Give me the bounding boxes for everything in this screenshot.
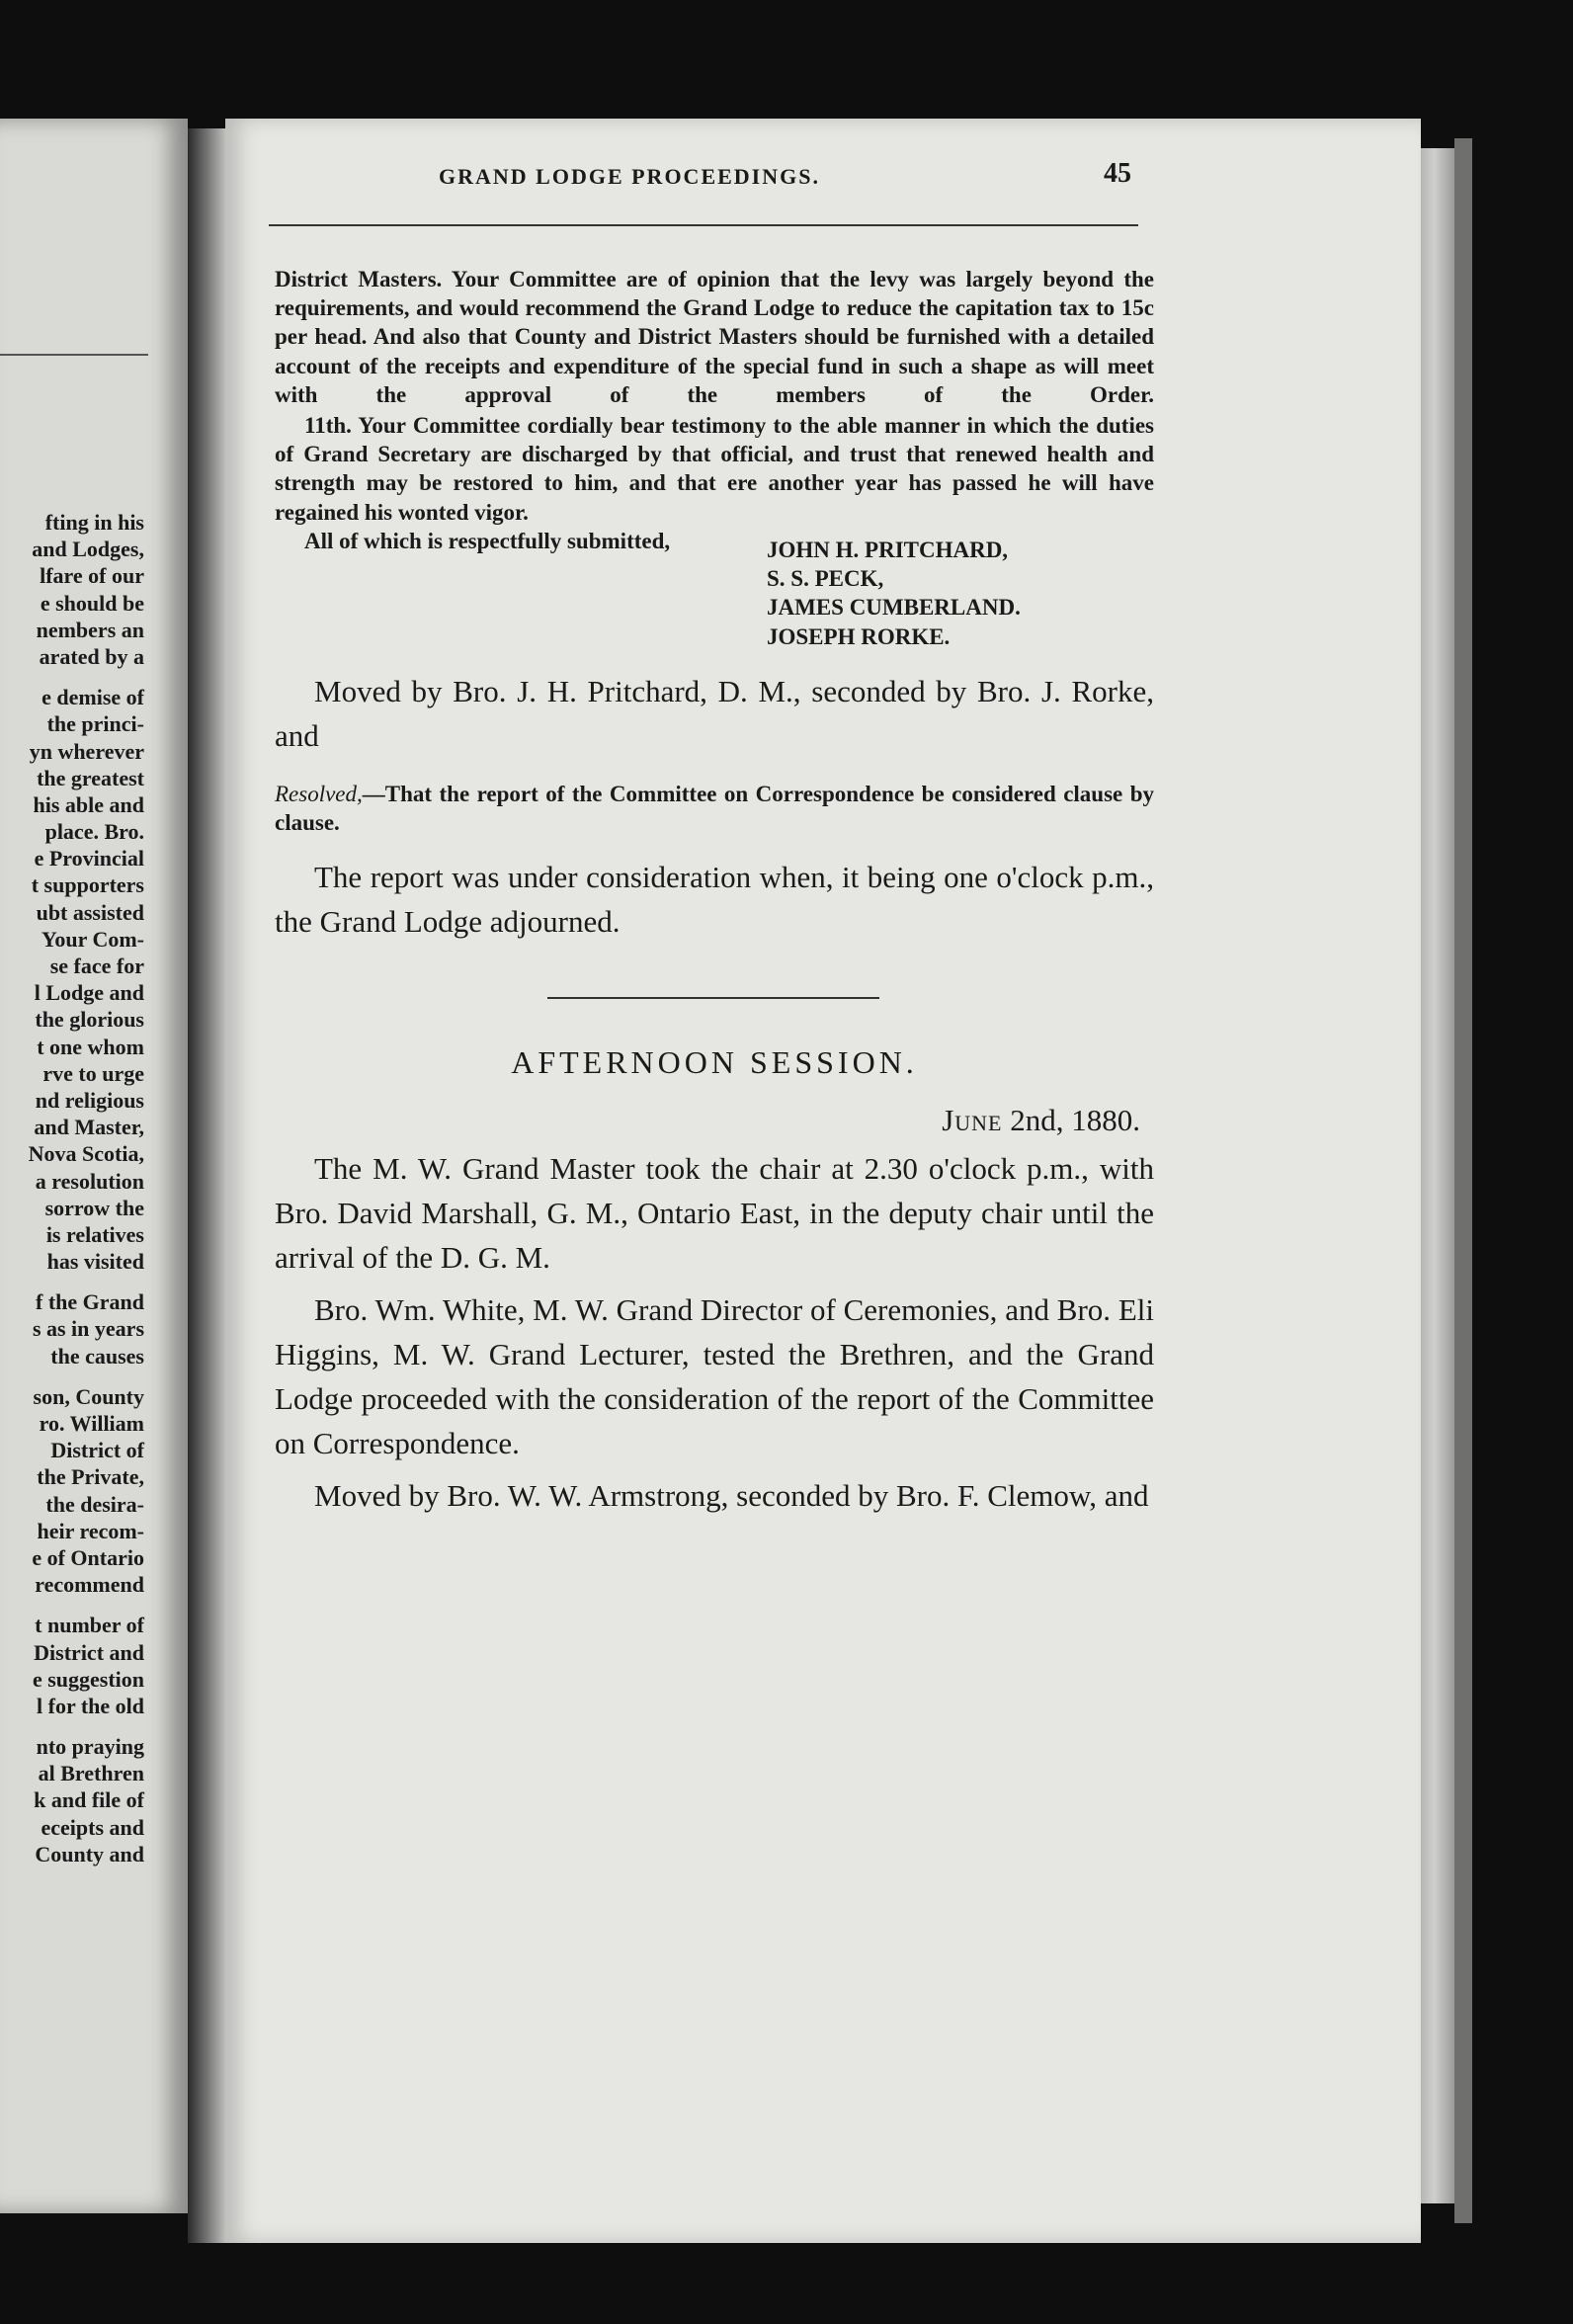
facing-page-line: the greatest [37, 765, 144, 790]
book-cover-edge [1454, 138, 1472, 2223]
session-date [275, 1103, 1140, 1138]
date-month: June [942, 1102, 1003, 1137]
facing-page-line: l Lodge and [34, 980, 144, 1006]
facing-page-line: rve to urge [42, 1060, 144, 1086]
facing-page-line: arated by a [39, 643, 144, 669]
report-paragraph-2: 11th. Your Committee cordially bear testimony to the able manner in which the duties of Grand Secretary are discharged by that official, and trust that renewed health and strength may be restored to him, and that ere another year has passed he will have regained his wonted vigor. [275, 413, 1154, 525]
facing-page-rule [0, 354, 148, 356]
facing-page-line: the Private, [37, 1464, 144, 1490]
facing-page-line: sorrow the [44, 1195, 144, 1220]
facing-page-line: e should be [40, 590, 144, 616]
afternoon-paragraph-1: The M. W. Grand Master took the chair at 2.30 o'clock p.m., with Bro. David Marshall, G. M., Ontario East, in the deputy chair until the arrival of the D. G. M. [275, 1150, 1154, 1275]
facing-page-line: ro. William [39, 1411, 144, 1436]
session-heading: AFTERNOON SESSION. [511, 1043, 918, 1080]
signatory: JOHN H. PRITCHARD, [767, 538, 1009, 563]
signatory: JOSEPH RORKE. [767, 623, 951, 649]
facing-page-line: ubt assisted [36, 899, 144, 925]
facing-page-line: a resolution [35, 1168, 144, 1194]
facing-page-line: his able and [33, 791, 144, 817]
facing-page-line: nembers an [36, 617, 144, 642]
facing-page-fragment [0, 119, 188, 2213]
facing-page-line: son, County [33, 1383, 144, 1409]
facing-page-line: t one whom [37, 1034, 144, 1059]
facing-page-line: the glorious [35, 1007, 144, 1033]
motion-paragraph: Moved by Bro. J. H. Pritchard, D. M., seconded by Bro. J. Rorke, and [275, 673, 1154, 753]
report-paragraph-1: District Masters. Your Committee are of opinion that the levy was largely beyond the requirements, and would recommend the Grand Lodge to reduce the capitation tax to 15c per head. And also that County and District Masters should be furnished with a detailed account of the receipts and expenditure of the special fund in such a shape as will meet with the approval of the members of the Order. [275, 267, 1154, 407]
facing-page-line: l for the old [37, 1693, 144, 1718]
running-title: GRAND LODGE PROCEEDINGS. [439, 164, 820, 189]
facing-page-line: County and [35, 1841, 144, 1867]
afternoon-paragraph-3: Moved by Bro. W. W. Armstrong, seconded by Bro. F. Clemow, and [314, 1477, 1149, 1513]
signatory: S. S. PECK, [767, 566, 884, 592]
page-content [275, 265, 1154, 1518]
facing-page-line: e of Ontario [32, 1544, 144, 1570]
report-closing: All of which is respectfully submitted, [304, 528, 671, 553]
header-rule [269, 224, 1138, 226]
facing-page-line: eceipts and [41, 1814, 144, 1840]
facing-page-line: al Brethren [38, 1761, 144, 1786]
facing-page-line: lfare of our [40, 563, 144, 589]
facing-page-line: f the Grand [36, 1289, 144, 1315]
facing-page-line: District of [50, 1438, 144, 1463]
facing-page-line: District and [34, 1639, 144, 1665]
page-edge [1421, 148, 1454, 2203]
facing-page-line: e suggestion [32, 1666, 144, 1692]
resolution [275, 780, 1154, 837]
facing-page-line: t supporters [31, 872, 144, 898]
facing-page-line: heir recom- [37, 1518, 144, 1543]
facing-page-line: and Lodges, [32, 537, 144, 562]
facing-page-line: and Master, [34, 1115, 144, 1140]
facing-page-line: nto praying [36, 1734, 144, 1760]
date-rest: 2nd, 1880. [1002, 1102, 1140, 1137]
facing-page-line [0, 1370, 144, 1383]
resolved-label: Resolved, [275, 781, 363, 806]
facing-page-line: e demise of [41, 685, 144, 710]
facing-page-line: yn wherever [29, 738, 144, 764]
facing-page-line [0, 1719, 144, 1733]
facing-page-line: place. Bro. [44, 819, 144, 845]
facing-page-line: is relatives [45, 1221, 144, 1247]
facing-page-line: fting in his [44, 510, 144, 535]
facing-page-line: the desira- [45, 1491, 144, 1517]
resolved-text: —That the report of the Committee on Correspondence be considered clause by clause. [275, 781, 1154, 835]
facing-page-line: t number of [35, 1613, 144, 1638]
facing-page-line: nd religious [35, 1087, 144, 1113]
facing-page-line: s as in years [32, 1316, 144, 1342]
section-divider [547, 997, 879, 999]
facing-page-line: the princi- [46, 711, 144, 737]
facing-page-line: has visited [46, 1249, 144, 1275]
facing-page-line: se face for [49, 954, 144, 978]
facing-page-line: recommend [35, 1572, 144, 1598]
facing-page-line [0, 1275, 144, 1288]
afternoon-paragraph-2: Bro. Wm. White, M. W. Grand Director of Ceremonies, and Bro. Eli Higgins, M. W. Grand Lecturer, tested the Brethren, and the Grand Lodge proceeded with the consideration of the report of the Committee on Correspondence. [275, 1291, 1154, 1460]
page-number: 45 [1104, 158, 1131, 189]
facing-page-line: Your Com- [41, 926, 144, 952]
facing-page-text [0, 509, 144, 1868]
book-gutter [188, 128, 225, 2243]
facing-page-line: the causes [50, 1343, 144, 1369]
facing-page-line: e Provincial [34, 846, 144, 872]
facing-page-line: k and file of [34, 1787, 144, 1813]
facing-page-line [0, 1598, 144, 1612]
facing-page-line [0, 670, 144, 684]
facing-page-line: Nova Scotia, [28, 1141, 144, 1167]
signatory: JAMES CUMBERLAND. [767, 595, 1021, 621]
adjournment-paragraph: The report was under consideration when, it being one o'clock p.m., the Grand Lodge adjourned. [275, 859, 1154, 939]
